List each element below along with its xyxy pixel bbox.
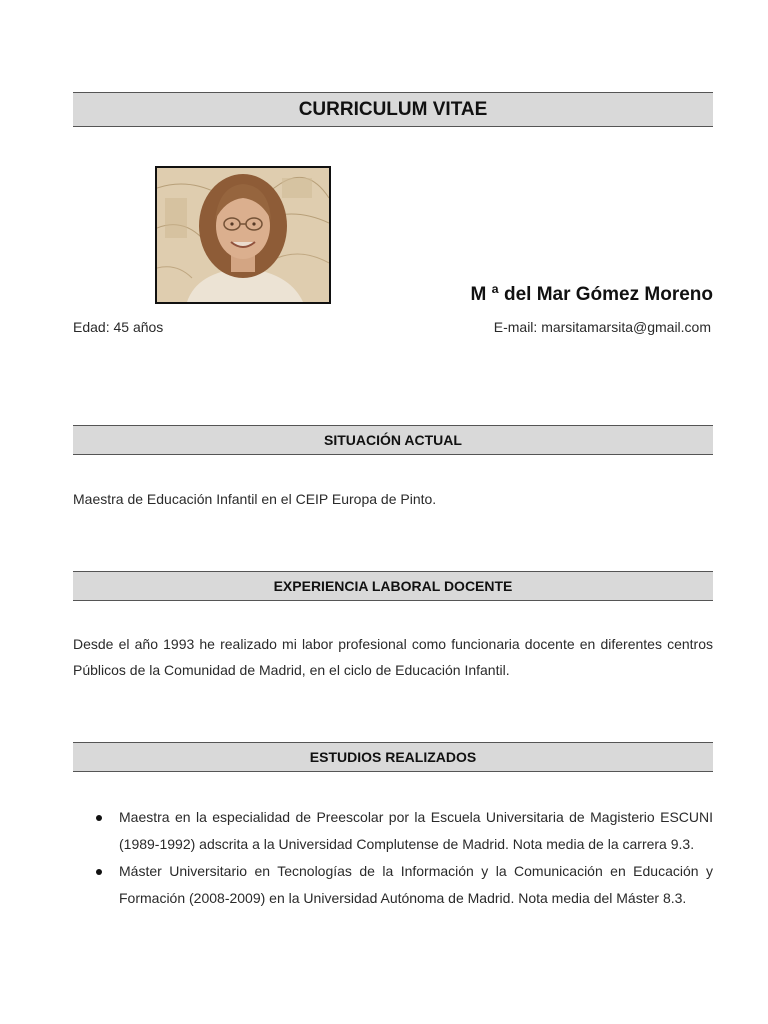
experience-text: Desde el año 1993 he realizado mi labor profesional como funcionaria docente en diferentes centros Públicos de la Comunidad de Madrid, en el ciclo de Educación Infantil. xyxy=(73,636,713,678)
current-position-text: Maestra de Educación Infantil en el CEIP Europa de Pinto. xyxy=(73,491,437,507)
portrait-image xyxy=(157,168,329,302)
person-name: M ª del Mar Gómez Moreno xyxy=(470,284,713,305)
list-item xyxy=(73,858,713,912)
study-item-text: Maestra en la especialidad de Preescolar por la Escuela Universitaria de Magisterio ESCUNI (1989-1992) adscrita a la Universidad Complutense de Madrid. Nota media de la carrera 9.3. xyxy=(119,809,713,852)
section-banner-experience xyxy=(73,571,713,601)
section-title-experience: EXPERIENCIA LABORAL DOCENTE xyxy=(273,578,513,594)
study-item-text: Máster Universitario en Tecnologías de la Información y la Comunicación en Educación y Formación (2008-2009) en la Universidad Autónoma de Madrid. Nota media del Máster 8.3. xyxy=(119,863,713,906)
section-banner-studies xyxy=(73,742,713,772)
cv-title-banner xyxy=(73,92,713,127)
age-text: Edad: 45 años xyxy=(73,319,164,335)
profile-photo xyxy=(155,166,331,304)
list-item xyxy=(73,804,713,858)
section-banner-current xyxy=(73,425,713,455)
email-text: E-mail: marsitamarsita@gmail.com xyxy=(493,319,711,335)
bullet-icon xyxy=(96,815,102,821)
bullet-icon xyxy=(96,869,102,875)
studies-list xyxy=(73,804,713,912)
section-title-current: SITUACIÓN ACTUAL xyxy=(324,432,462,448)
cv-title: CURRICULUM VITAE xyxy=(298,99,488,120)
section-title-studies: ESTUDIOS REALIZADOS xyxy=(309,749,477,765)
